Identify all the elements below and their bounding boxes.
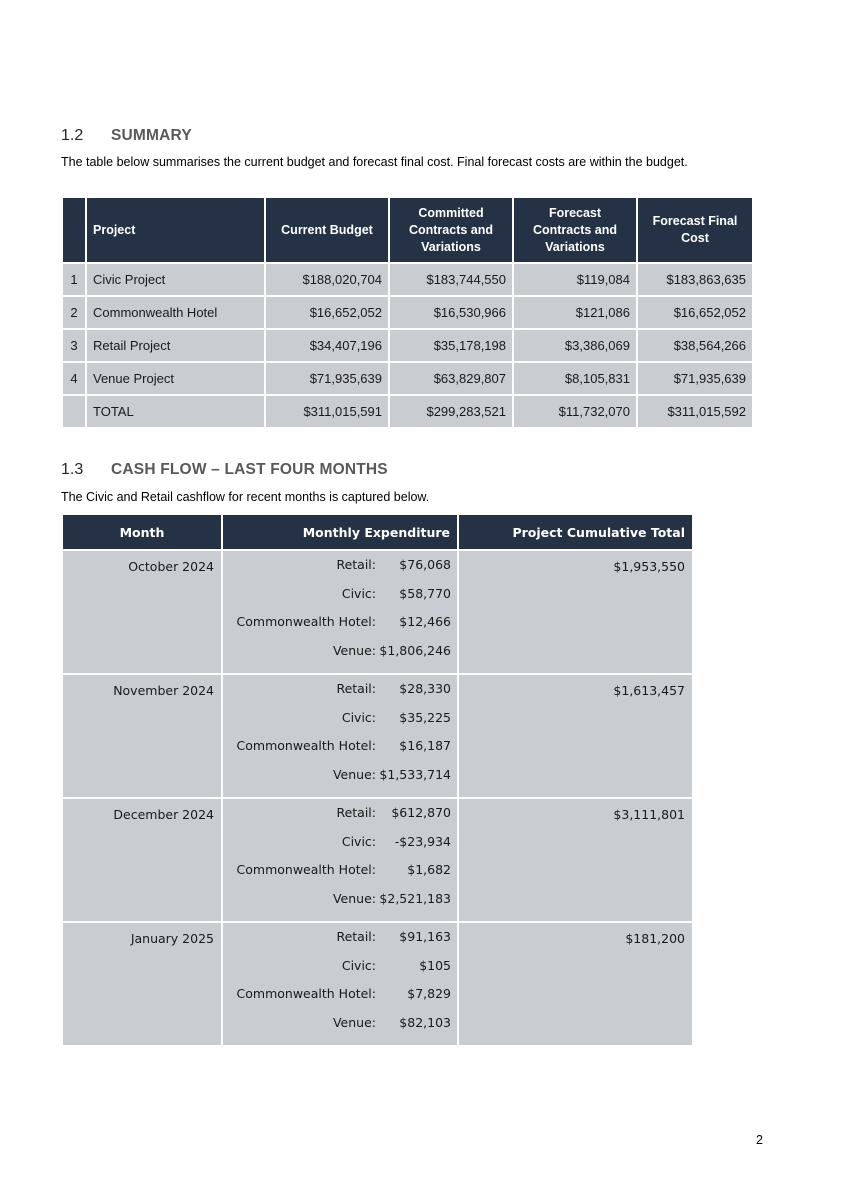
cell-forecast-contracts: $119,084 bbox=[513, 263, 637, 296]
expenditure-value: $12,466 bbox=[399, 614, 451, 629]
cell-committed: $299,283,521 bbox=[389, 395, 513, 428]
table-row bbox=[62, 263, 753, 296]
page-number: 2 bbox=[756, 1133, 763, 1147]
cell-committed: $35,178,198 bbox=[389, 329, 513, 362]
expenditure-value: $612,870 bbox=[391, 805, 451, 820]
table-row bbox=[62, 674, 693, 798]
cell-index bbox=[62, 395, 86, 428]
cell-index: 4 bbox=[62, 362, 86, 395]
cell-expenditure bbox=[222, 798, 458, 922]
cell-committed: $16,530,966 bbox=[389, 296, 513, 329]
header-month: Month bbox=[62, 514, 222, 550]
cell-project: Civic Project bbox=[86, 263, 265, 296]
expenditure-label: Civic: bbox=[341, 585, 376, 601]
cashflow-table bbox=[61, 513, 694, 1047]
table-row bbox=[62, 296, 753, 329]
summary-header-row bbox=[62, 197, 753, 263]
section-number: 1.2 bbox=[61, 127, 84, 144]
summary-intro: The table below summarises the current budget and forecast final cost. Final forecast costs are within the budget. bbox=[61, 155, 688, 169]
expenditure-label: Civic: bbox=[341, 709, 376, 725]
header-forecast-contracts: Forecast Contracts and Variations bbox=[513, 197, 637, 263]
cell-expenditure bbox=[222, 550, 458, 674]
cell-cumulative-total: $1,953,550 bbox=[458, 550, 693, 674]
table-row bbox=[62, 395, 753, 428]
header-index bbox=[62, 197, 86, 263]
table-row bbox=[62, 922, 693, 1046]
expenditure-label: Civic: bbox=[341, 957, 376, 973]
cell-forecast-contracts: $3,386,069 bbox=[513, 329, 637, 362]
section-heading-cashflow bbox=[61, 461, 388, 479]
expenditure-value: $2,521,183 bbox=[379, 890, 451, 906]
cell-forecast-final: $183,863,635 bbox=[637, 263, 753, 296]
expenditure-value: $7,829 bbox=[407, 986, 451, 1001]
expenditure-breakdown bbox=[223, 675, 457, 797]
cell-current-budget: $34,407,196 bbox=[265, 329, 389, 362]
cell-cumulative-total: $181,200 bbox=[458, 922, 693, 1046]
expenditure-breakdown bbox=[223, 799, 457, 921]
expenditure-label: Commonwealth Hotel: bbox=[236, 738, 376, 753]
header-current-budget: Current Budget bbox=[265, 197, 389, 263]
expenditure-value: $35,225 bbox=[399, 709, 451, 725]
expenditure-value: $58,770 bbox=[399, 585, 451, 601]
header-forecast-final: Forecast Final Cost bbox=[637, 197, 753, 263]
header-project: Project bbox=[86, 197, 265, 263]
expenditure-label: Commonwealth Hotel: bbox=[236, 862, 376, 877]
expenditure-value: $28,330 bbox=[399, 681, 451, 696]
expenditure-value: $105 bbox=[419, 957, 451, 973]
expenditure-breakdown bbox=[223, 551, 457, 673]
table-row bbox=[62, 798, 693, 922]
expenditure-label: Civic: bbox=[341, 833, 376, 849]
cell-forecast-final: $16,652,052 bbox=[637, 296, 753, 329]
expenditure-value: -$23,934 bbox=[394, 833, 451, 849]
section-title: SUMMARY bbox=[111, 127, 192, 144]
cell-current-budget: $71,935,639 bbox=[265, 362, 389, 395]
expenditure-value: $16,187 bbox=[399, 738, 451, 753]
cell-project: TOTAL bbox=[86, 395, 265, 428]
cell-month: October 2024 bbox=[62, 550, 222, 674]
expenditure-label: Venue: bbox=[332, 642, 376, 658]
expenditure-label: Retail: bbox=[336, 557, 376, 572]
cell-current-budget: $311,015,591 bbox=[265, 395, 389, 428]
expenditure-value: $1,682 bbox=[407, 862, 451, 877]
cell-index: 2 bbox=[62, 296, 86, 329]
table-row bbox=[62, 362, 753, 395]
expenditure-label: Retail: bbox=[336, 681, 376, 696]
cell-expenditure bbox=[222, 674, 458, 798]
cell-forecast-contracts: $8,105,831 bbox=[513, 362, 637, 395]
header-monthly-expenditure: Monthly Expenditure bbox=[222, 514, 458, 550]
cell-project: Retail Project bbox=[86, 329, 265, 362]
expenditure-label: Venue: bbox=[332, 890, 376, 906]
cell-current-budget: $16,652,052 bbox=[265, 296, 389, 329]
expenditure-value: $1,533,714 bbox=[379, 766, 451, 782]
expenditure-breakdown bbox=[223, 923, 457, 1045]
expenditure-value: $1,806,246 bbox=[379, 642, 451, 658]
expenditure-value: $91,163 bbox=[399, 929, 451, 944]
cell-month: January 2025 bbox=[62, 922, 222, 1046]
cashflow-header-row bbox=[62, 514, 693, 550]
expenditure-label: Venue: bbox=[332, 1014, 376, 1030]
table-row bbox=[62, 550, 693, 674]
table-row bbox=[62, 329, 753, 362]
cell-committed: $63,829,807 bbox=[389, 362, 513, 395]
expenditure-label: Commonwealth Hotel: bbox=[236, 986, 376, 1001]
cell-forecast-contracts: $11,732,070 bbox=[513, 395, 637, 428]
section-title: CASH FLOW – LAST FOUR MONTHS bbox=[111, 461, 388, 478]
expenditure-label: Retail: bbox=[336, 929, 376, 944]
cell-committed: $183,744,550 bbox=[389, 263, 513, 296]
header-cumulative-total: Project Cumulative Total bbox=[458, 514, 693, 550]
cell-index: 1 bbox=[62, 263, 86, 296]
expenditure-label: Commonwealth Hotel: bbox=[236, 614, 376, 629]
cell-cumulative-total: $1,613,457 bbox=[458, 674, 693, 798]
cashflow-intro: The Civic and Retail cashflow for recent months is captured below. bbox=[61, 490, 430, 504]
cell-index: 3 bbox=[62, 329, 86, 362]
header-committed: Committed Contracts and Variations bbox=[389, 197, 513, 263]
cell-forecast-contracts: $121,086 bbox=[513, 296, 637, 329]
cell-forecast-final: $311,015,592 bbox=[637, 395, 753, 428]
expenditure-label: Venue: bbox=[332, 766, 376, 782]
cell-forecast-final: $71,935,639 bbox=[637, 362, 753, 395]
cell-month: December 2024 bbox=[62, 798, 222, 922]
cell-cumulative-total: $3,111,801 bbox=[458, 798, 693, 922]
section-number: 1.3 bbox=[61, 461, 84, 478]
cell-project: Venue Project bbox=[86, 362, 265, 395]
cell-month: November 2024 bbox=[62, 674, 222, 798]
cell-project: Commonwealth Hotel bbox=[86, 296, 265, 329]
cell-current-budget: $188,020,704 bbox=[265, 263, 389, 296]
section-heading-summary bbox=[61, 127, 192, 145]
expenditure-value: $76,068 bbox=[399, 557, 451, 572]
cell-expenditure bbox=[222, 922, 458, 1046]
expenditure-label: Retail: bbox=[336, 805, 376, 820]
summary-table bbox=[61, 196, 754, 429]
cell-forecast-final: $38,564,266 bbox=[637, 329, 753, 362]
expenditure-value: $82,103 bbox=[399, 1014, 451, 1030]
